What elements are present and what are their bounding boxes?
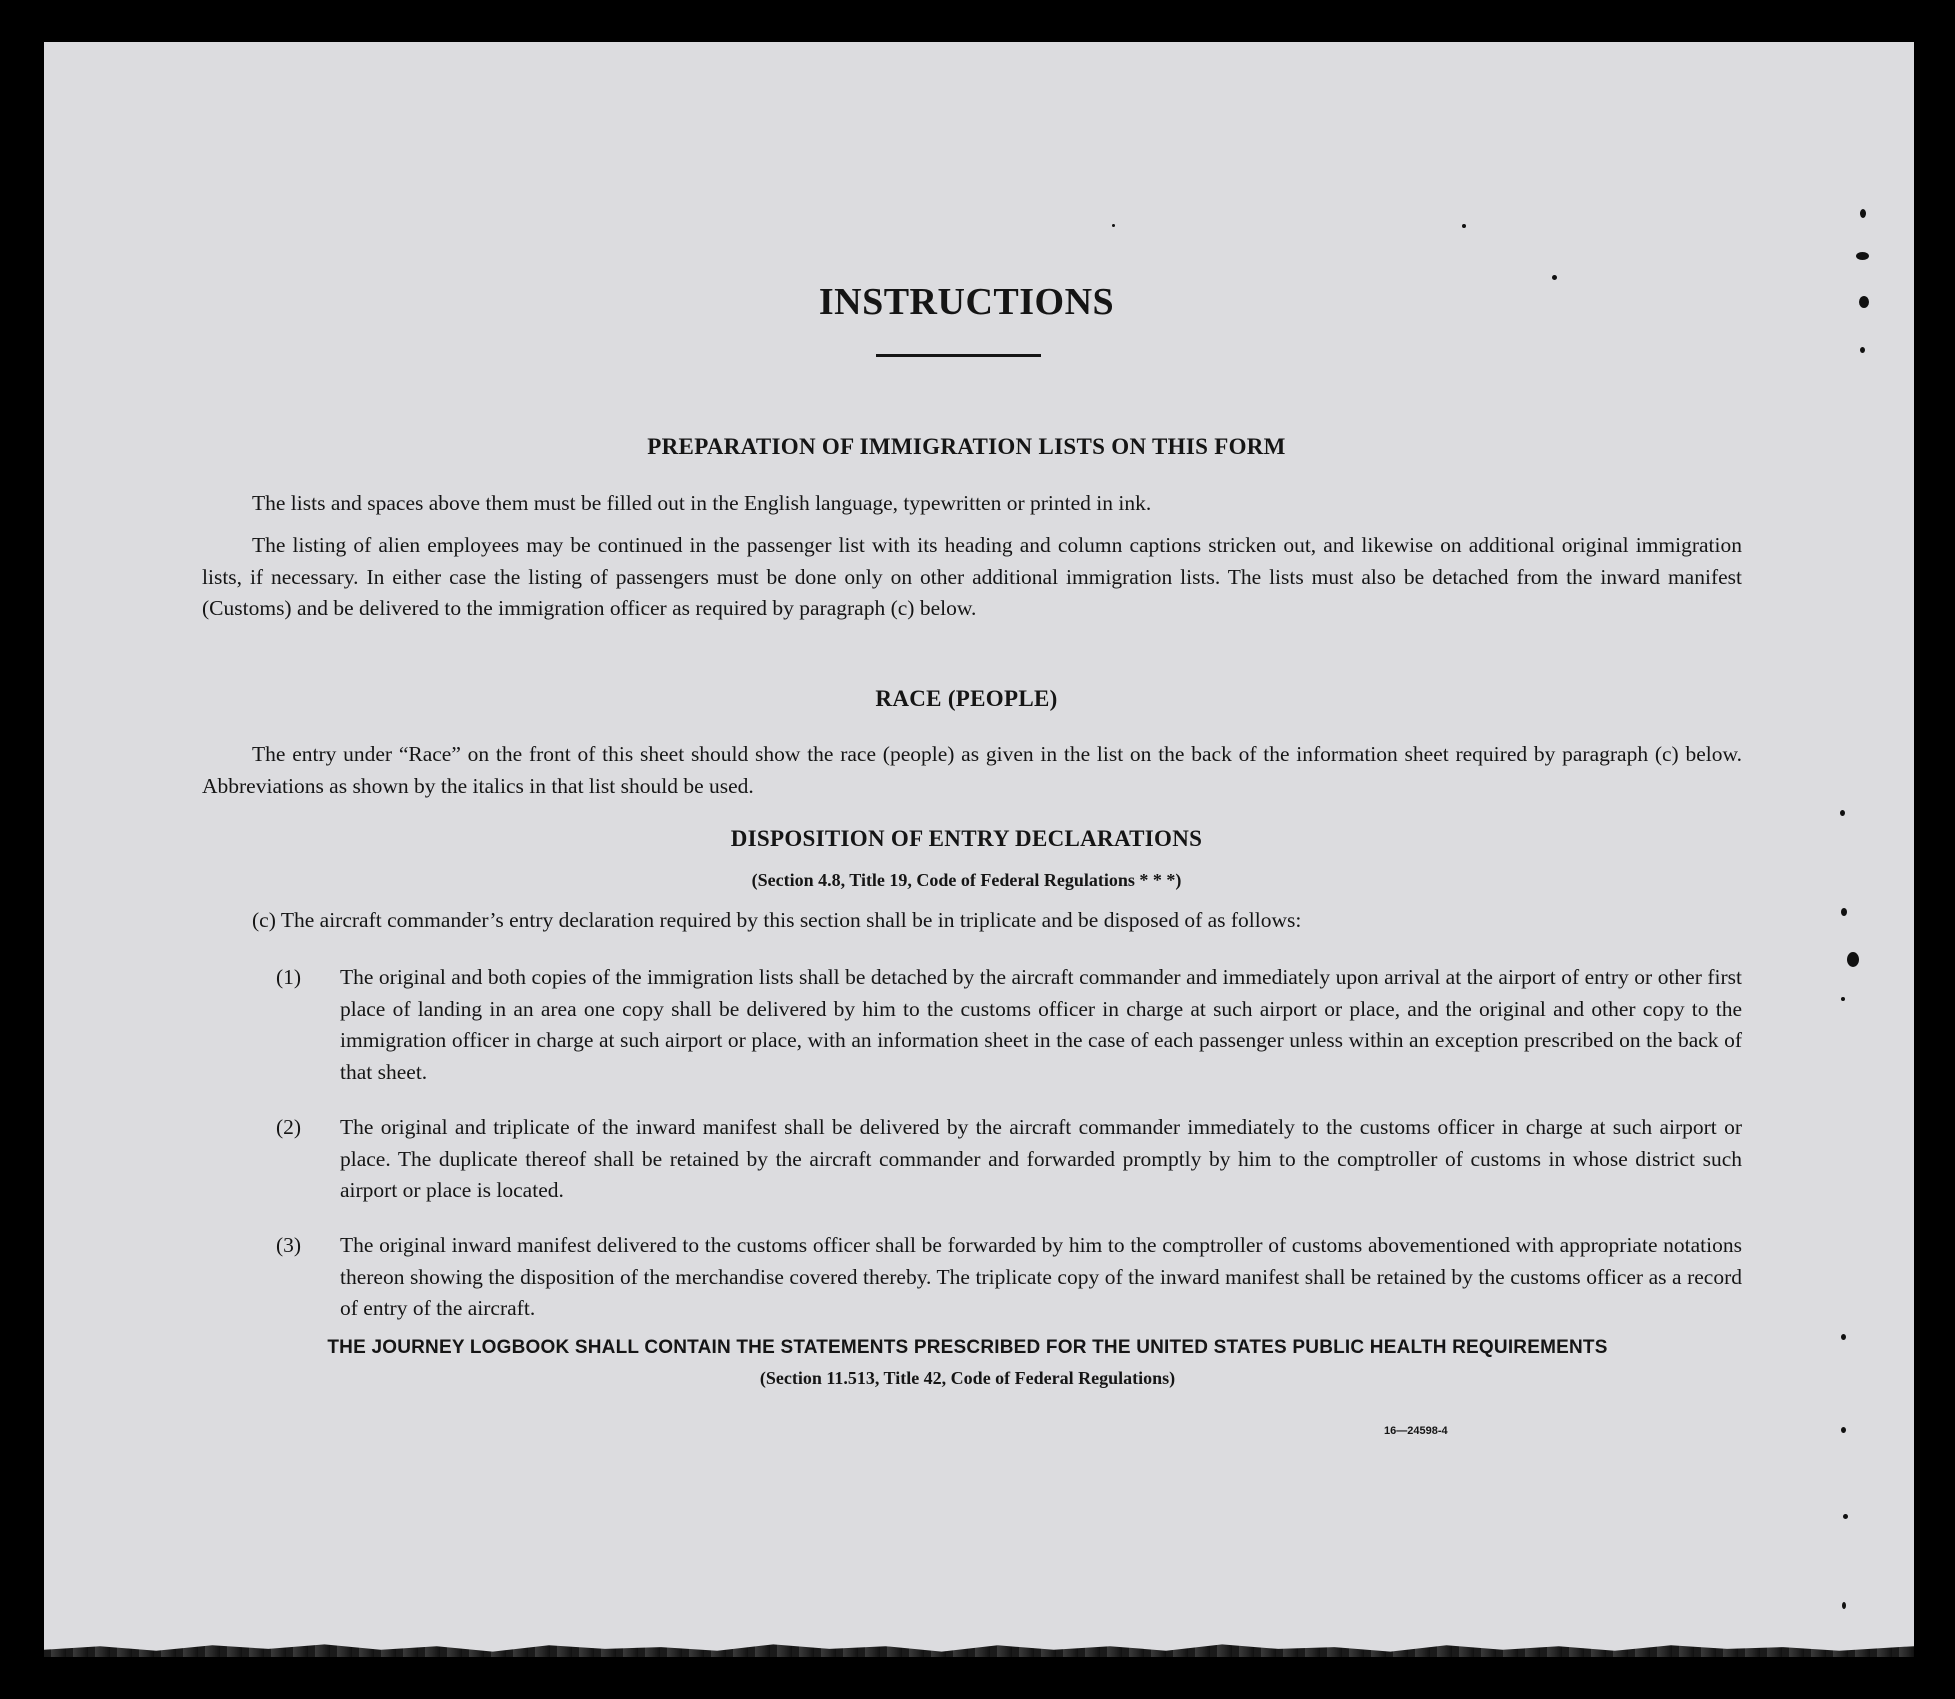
race-heading: RACE (PEOPLE) xyxy=(875,686,1058,711)
scan-speck xyxy=(1860,209,1866,218)
title-underline xyxy=(876,354,1041,357)
disposition-item-1 xyxy=(276,962,1742,1088)
item-text: The original and triplicate of the inward manifest shall be delivered by the aircraft commander immediately to the customs officer in charge at such airport or place. The duplicate thereof shall be retained by the aircraft commander and forwarded promptly by him to the comptroller of customs in whose district such airport or place is located. xyxy=(340,1115,1742,1202)
document-page xyxy=(44,42,1914,1657)
disposition-item-2 xyxy=(276,1112,1742,1207)
health-requirements-citation: (Section 11.513, Title 42, Code of Federal Regulations) xyxy=(759,1368,1176,1388)
scan-speck xyxy=(1840,810,1845,816)
preparation-paragraph-1: The lists and spaces above them must be filled out in the English language, typewritten or printed in ink. xyxy=(252,491,1152,515)
scan-speck xyxy=(1860,347,1865,353)
disposition-item-3 xyxy=(276,1230,1742,1325)
scan-speck xyxy=(1841,1334,1846,1340)
page-title: INSTRUCTIONS xyxy=(818,281,1115,323)
race-paragraph: The entry under “Race” on the front of this sheet should show the race (people) as given in the list on the back of the information sheet required by paragraph (c) below. Abbreviations as shown by the italics in that list should be used. xyxy=(202,742,1742,798)
scan-speck xyxy=(1859,296,1869,308)
scan-speck xyxy=(1462,224,1466,228)
item-number: (1) xyxy=(276,965,302,989)
scan-speck xyxy=(1847,952,1859,967)
disposition-subheading: (Section 4.8, Title 19, Code of Federal Regulations * * *) xyxy=(751,870,1182,890)
scan-speck xyxy=(1843,1514,1848,1519)
scan-speck xyxy=(1842,1602,1846,1609)
preparation-heading: PREPARATION OF IMMIGRATION LISTS ON THIS FORM xyxy=(647,434,1286,459)
item-text: The original and both copies of the immigration lists shall be detached by the aircraft commander and immediately upon arrival at the airport of entry or other first place of landing in an area one copy shall be delivered by him to the customs officer in charge at such airport or place, and the original and other copy to the immigration officer in charge at such airport or place, with an information sheet in the case of each passenger unless within an exception prescribed on the back of that sheet. xyxy=(340,965,1742,1084)
form-number: 16—24598-4 xyxy=(1384,1425,1448,1437)
health-requirements-notice: THE JOURNEY LOGBOOK SHALL CONTAIN THE STATEMENTS PRESCRIBED FOR THE UNITED STATES PUBLIC HEALTH REQUIREMENTS xyxy=(327,1337,1608,1358)
preparation-paragraph-2: The listing of alien employees may be continued in the passenger list with its heading and column captions stricken out, and likewise on additional original immigration lists, if necessary. In either case the listing of passengers must be done only on other additional immigration lists. The lists must also be detached from the inward manifest (Customs) and be delivered to the immigration officer as required by paragraph (c) below. xyxy=(202,533,1742,620)
scan-speck xyxy=(1552,275,1557,280)
item-text: The original inward manifest delivered to the customs officer shall be forwarded by him to the comptroller of customs abovementioned with appropriate notations thereon showing the disposition of the merchandise covered thereby. The triplicate copy of the inward manifest shall be retained by the customs officer as a record of entry of the aircraft. xyxy=(340,1233,1742,1320)
torn-bottom-edge xyxy=(44,1639,1914,1657)
item-number: (3) xyxy=(276,1233,302,1257)
scan-speck xyxy=(1112,224,1115,227)
disposition-intro: (c) The aircraft commander’s entry declaration required by this section shall be in triplicate and be disposed of as follows: xyxy=(252,908,1302,932)
scan-speck xyxy=(1856,252,1869,260)
scan-speck xyxy=(1841,908,1847,916)
disposition-heading: DISPOSITION OF ENTRY DECLARATIONS xyxy=(730,826,1203,851)
item-number: (2) xyxy=(276,1115,302,1139)
scan-speck xyxy=(1841,997,1845,1001)
scan-speck xyxy=(1841,1427,1846,1433)
